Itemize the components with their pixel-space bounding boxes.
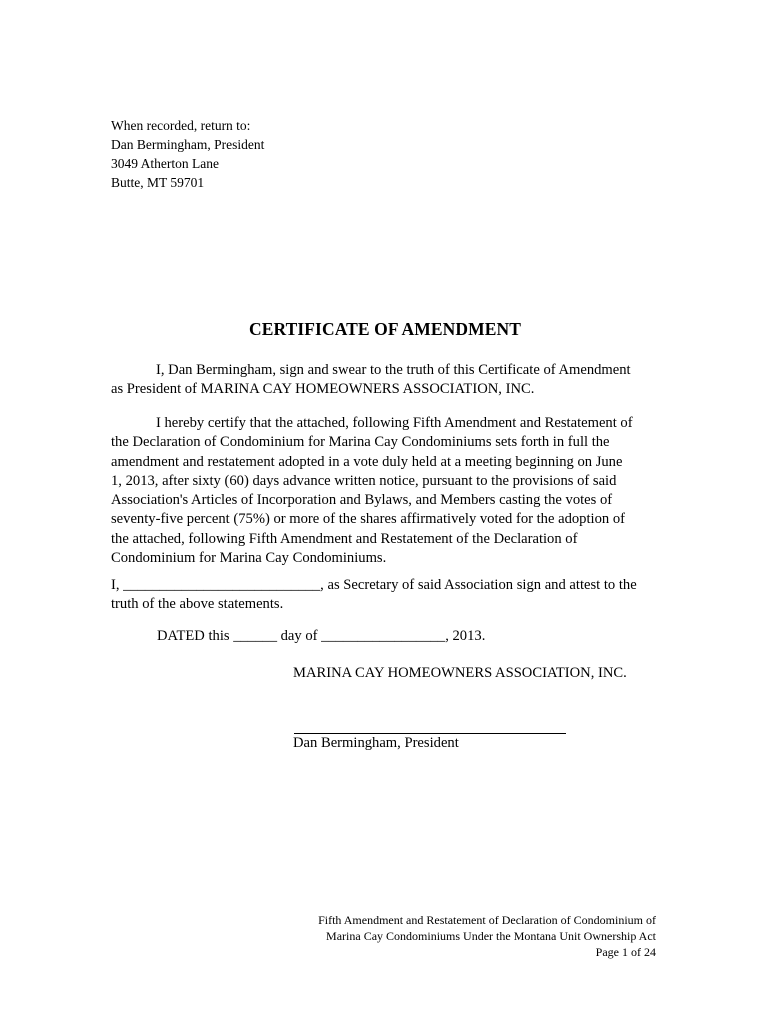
return-city: Butte, MT 59701 [111, 175, 205, 190]
oath-paragraph [111, 361, 656, 400]
return-name: Dan Bermingham, President [111, 137, 265, 152]
paragraph-line: I, ___________________________, as Secretary of said Association sign and attest to the [111, 577, 637, 593]
paragraph-line: the Declaration of Condominium for Marina Cay Condominiums sets forth in full the [111, 434, 610, 451]
return-address-block [111, 116, 264, 192]
document-title: CERTIFICATE OF AMENDMENT [248, 319, 522, 339]
return-heading: When recorded, return to: [111, 118, 251, 133]
page-footer [318, 912, 656, 960]
paragraph-line: truth of the above statements. [111, 596, 284, 613]
paragraph-line: as President of MARINA CAY HOMEOWNERS ASSOCIATION, INC. [111, 381, 535, 398]
association-name: MARINA CAY HOMEOWNERS ASSOCIATION, INC. [293, 665, 627, 681]
paragraph-line: I hereby certify that the attached, following Fifth Amendment and Restatement of [156, 415, 633, 431]
paragraph-line: I, Dan Bermingham, sign and swear to the truth of this Certificate of Amendment [156, 362, 631, 378]
footer-line-2: Marina Cay Condominiums Under the Montana Unit Ownership Act [326, 929, 656, 943]
secretary-attestation [111, 576, 656, 615]
paragraph-line: Association's Articles of Incorporation and Bylaws, and Members casting the votes of [111, 492, 613, 509]
paragraph-line: seventy-five percent (75%) or more of the shares affirmatively voted for the adoption of [111, 511, 625, 528]
signatory-name: Dan Bermingham, President [293, 735, 459, 751]
footer-line-1: Fifth Amendment and Restatement of Declaration of Condominium of [318, 913, 656, 927]
paragraph-line: 1, 2013, after sixty (60) days advance written notice, pursuant to the provisions of said [111, 472, 617, 489]
signature-line [294, 733, 566, 734]
paragraph-line: Condominium for Marina Cay Condominiums. [111, 550, 387, 567]
paragraph-line: amendment and restatement adopted in a vote duly held at a meeting beginning on June [111, 453, 623, 470]
paragraph-line: the attached, following Fifth Amendment and Restatement of the Declaration of [111, 530, 578, 547]
certification-paragraph [111, 414, 656, 568]
dated-line: DATED this ______ day of _________________, 2013. [157, 628, 486, 644]
page-number: Page 1 of 24 [595, 945, 656, 959]
return-street: 3049 Atherton Lane [111, 156, 219, 171]
